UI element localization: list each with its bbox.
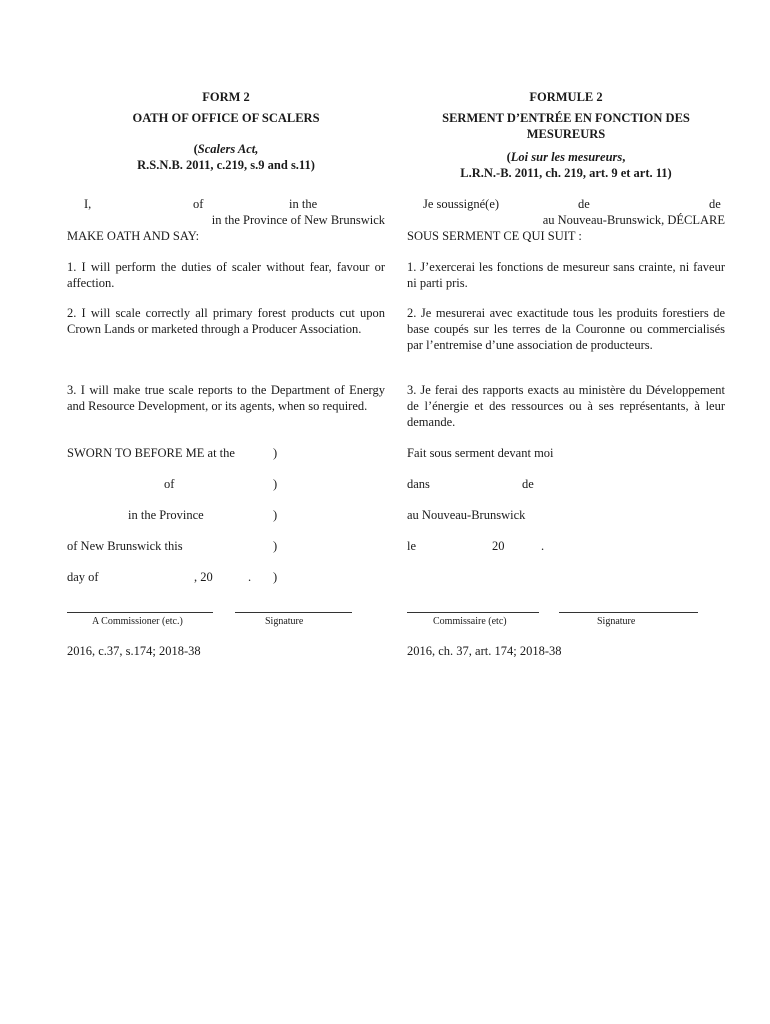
intro-serment: SOUS SERMENT CE QUI SUIT : xyxy=(407,229,582,243)
act-reference xyxy=(67,141,385,157)
sworn-line-2: of xyxy=(164,477,175,491)
sworn-bracket-4: ) xyxy=(273,539,278,553)
formule-number: FORMULE 2 xyxy=(529,90,603,104)
intro-de-2: de xyxy=(709,197,721,211)
amendment-note-fr: 2016, ch. 37, art. 174; 2018-38 xyxy=(407,644,562,658)
intro-of: of xyxy=(193,197,204,211)
loi-comma: , xyxy=(622,150,626,164)
clause-fr-3: 3. Je ferai des rapports exacts au ministère du Développement de l’énergie et des ressources ou à ses représentants, à leur demande. xyxy=(407,383,725,429)
fait-line-1: Fait sous serment devant moi xyxy=(407,446,554,460)
intro-province: in the Province of New Brunswick xyxy=(211,213,385,227)
commissaire-label: Commissaire (etc) xyxy=(433,616,507,627)
clause-fr-1: 1. J’exercerai les fonctions de mesureur sans crainte, ni faveur ni parti pris. xyxy=(407,260,725,290)
sworn-line-4: of New Brunswick this xyxy=(67,539,183,553)
sworn-bracket-2: ) xyxy=(273,477,278,491)
form-title: OATH OF OFFICE OF SCALERS xyxy=(132,111,320,125)
intro-i: I, xyxy=(84,197,92,211)
clause-1: 1. I will perform the duties of scaler without fear, favour or affection. xyxy=(67,260,385,290)
intro-oath: MAKE OATH AND SAY: xyxy=(67,229,200,243)
clause-3: 3. I will make true scale reports to the Department of Energy and Resource Development, or its agents, when so required. xyxy=(67,383,385,413)
english-column xyxy=(67,89,385,173)
loi-open: ( xyxy=(506,150,511,164)
sworn-bracket-5: ) xyxy=(273,570,278,584)
signature-fr-line xyxy=(559,612,698,613)
signature-fr-label: Signature xyxy=(597,616,636,627)
sworn-period: . xyxy=(248,570,252,584)
amendment-note: 2016, c.37, s.174; 2018-38 xyxy=(67,644,201,658)
commissaire-signature-line xyxy=(407,612,539,613)
fait-year: 20 xyxy=(492,539,505,553)
citation: R.S.N.B. 2011, c.219, s.9 and s.11) xyxy=(137,158,315,172)
clause-fr-2: 2. Je mesurerai avec exactitude tous les produits forestiers de base coupés sur les terres de la Couronne ou commercialisés par l’entremise d’une association de producteurs. xyxy=(407,306,725,352)
clause-2: 2. I will scale correctly all primary forest products cut upon Crown Lands or marketed through a Producer Association. xyxy=(67,306,385,336)
loi-name: Loi sur les mesureurs xyxy=(510,150,623,164)
fait-period: . xyxy=(541,539,545,553)
sworn-line-1: SWORN TO BEFORE ME at the xyxy=(67,446,235,460)
fait-dans: dans xyxy=(407,477,430,491)
loi-reference xyxy=(407,149,725,165)
sworn-bracket-1: ) xyxy=(273,446,278,460)
formule-title: SERMENT D’ENTRÉE EN FONCTION DES MESUREURS xyxy=(442,111,690,141)
act-open: ( xyxy=(193,142,198,156)
french-column xyxy=(407,89,725,181)
form-number: FORM 2 xyxy=(202,90,250,104)
sworn-line-3: in the Province xyxy=(128,508,204,522)
fait-le: le xyxy=(407,539,417,553)
sworn-year: , 20 xyxy=(194,570,213,584)
fait-de: de xyxy=(522,477,534,491)
intro-je: Je soussigné(e) xyxy=(423,197,500,211)
fait-nb: au Nouveau-Brunswick xyxy=(407,508,526,522)
intro-in-the: in the xyxy=(289,197,318,211)
intro-de-1: de xyxy=(578,197,590,211)
act-name: Scalers Act, xyxy=(197,142,259,156)
signature-label: Signature xyxy=(265,616,304,627)
intro-nb: au Nouveau-Brunswick, DÉCLARE xyxy=(542,213,725,227)
sworn-day-of: day of xyxy=(67,570,99,584)
commissioner-label: A Commissioner (etc.) xyxy=(92,616,183,627)
signature-line xyxy=(235,612,352,613)
sworn-bracket-3: ) xyxy=(273,508,278,522)
commissioner-signature-line xyxy=(67,612,213,613)
loi-citation: L.R.N.-B. 2011, ch. 219, art. 9 et art. 11) xyxy=(460,166,672,180)
